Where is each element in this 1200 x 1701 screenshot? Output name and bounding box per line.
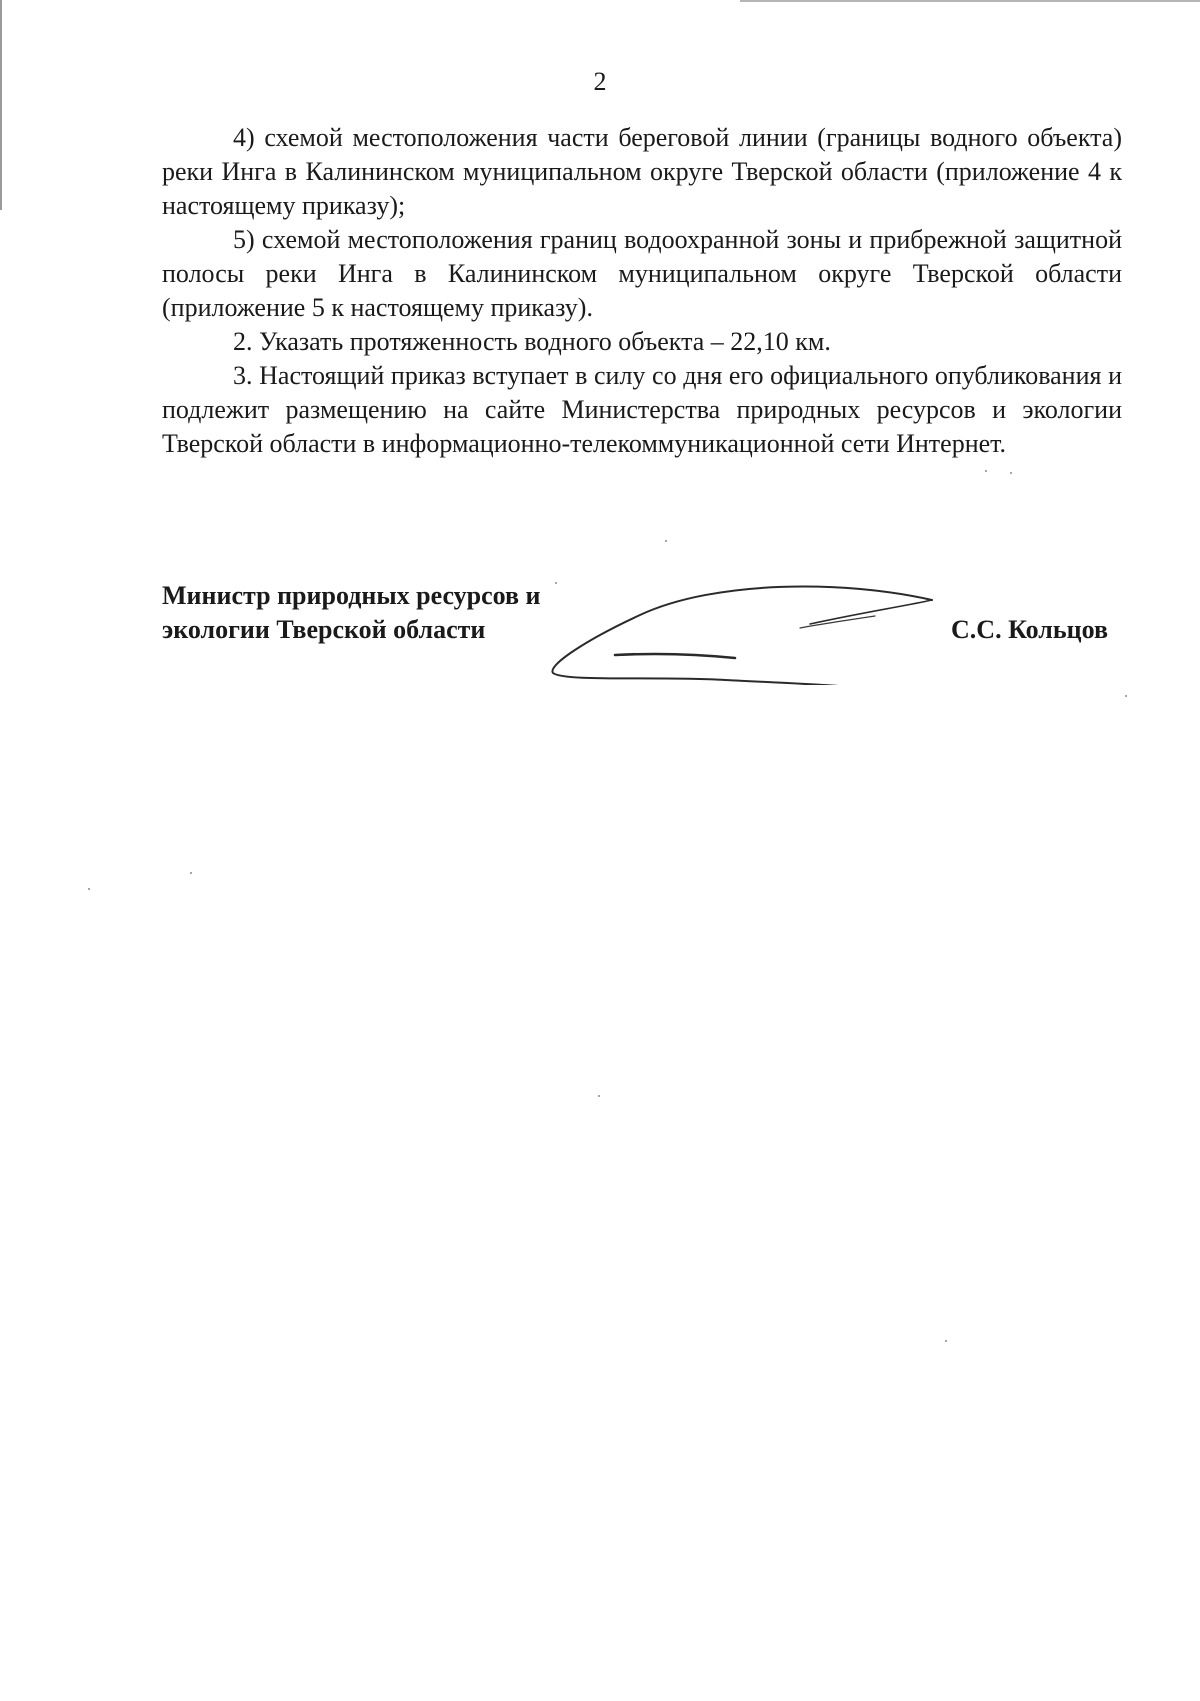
document-body [162,121,1122,461]
scan-speck [1125,695,1127,697]
scan-speck [555,582,557,584]
paragraph-item-5: 5) схемой местоположения границ водоохранной зоны и прибрежной защитной полосы реки Инга в Калининском муниципальном округе Тверской области (приложение 5 к настоящему приказу). [162,225,1122,322]
scan-edge-left [0,0,2,210]
page-number: 2 [593,67,607,96]
scan-speck [88,888,90,890]
scan-speck [598,1095,600,1097]
scan-speck [1010,472,1012,474]
signer-title [162,579,541,647]
scan-speck [190,872,192,874]
paragraph-item-4: 4) схемой местоположения части береговой линии (границы водного объекта) реки Инга в Калининском муниципальном округе Тверской области (приложение 4 к настоящему приказу); [162,123,1122,220]
paragraph-clause-2: 2. Указать протяженность водного объекта – 22,10 км. [233,327,831,356]
scan-speck [945,1340,947,1342]
paragraph-clause-3: 3. Настоящий приказ вступает в силу со дня его официального опубликования и подлежит размещению на сайте Министерства природных ресурсов и экологии Тверской области в информационно-телекоммуникационной сети Интернет. [162,361,1122,458]
scan-speck [985,470,987,472]
scan-speck [665,540,667,542]
signer-title-line-1: Министр природных ресурсов и [162,581,541,610]
scan-edge-top [740,0,1200,2]
signature-block [162,579,1122,689]
signer-name: С.С. Кольцов [951,615,1108,644]
signer-title-line-2: экологии Тверской области [162,615,486,644]
